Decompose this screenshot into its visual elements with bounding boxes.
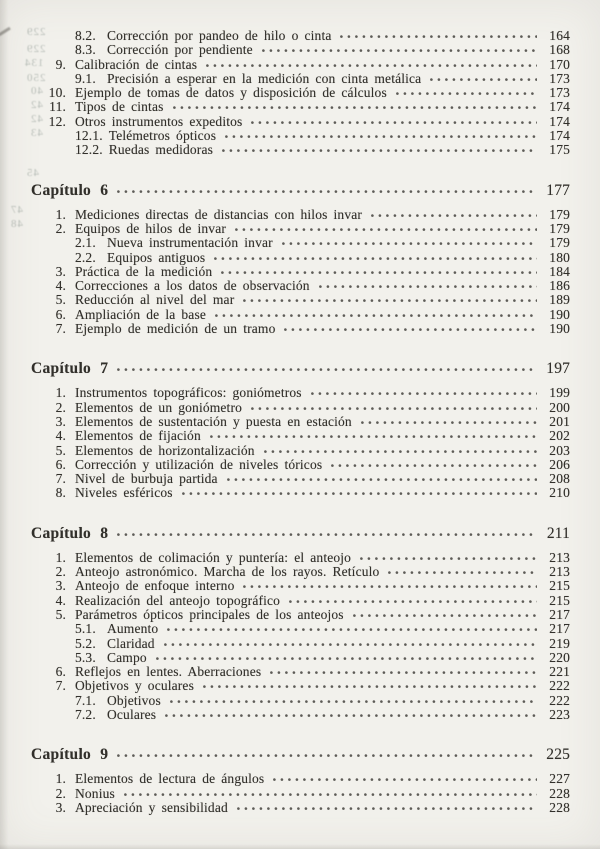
entry-page-number: 179 xyxy=(549,206,570,222)
entry-number: 3. xyxy=(55,413,66,429)
dot-leader xyxy=(289,600,537,605)
entry-number: 9. xyxy=(55,56,66,72)
toc-entry xyxy=(0,251,570,265)
entry-title: Correcciones a los datos de observación xyxy=(75,278,310,294)
entry-title: Instrumentos topográficos: goniómetros xyxy=(75,385,302,401)
dot-leader xyxy=(388,571,537,576)
entry-number: 12.2. xyxy=(75,142,103,158)
chapter-page-number: 177 xyxy=(546,181,570,199)
show-through-number: 42 xyxy=(30,99,43,111)
entry-title: Campo xyxy=(107,649,147,665)
dot-leader xyxy=(167,628,537,633)
chapter-page-number: 211 xyxy=(546,524,570,542)
entry-number: 8.2. xyxy=(75,28,96,43)
dot-leader xyxy=(124,793,537,798)
toc-entry xyxy=(0,401,570,415)
entry-number: 5.3. xyxy=(75,649,96,665)
toc-section xyxy=(0,524,570,723)
toc-entry xyxy=(0,772,570,786)
entry-page-number: 174 xyxy=(549,99,570,115)
toc-entry xyxy=(0,58,570,72)
entry-number: 2. xyxy=(55,564,66,580)
entry-title: Elementos de horizontalización xyxy=(75,442,255,458)
dot-leader xyxy=(353,614,537,619)
entry-title: Anteojo astronómico. Marcha de los rayos. Retículo xyxy=(75,564,380,580)
toc-entry xyxy=(0,458,570,472)
toc-entry xyxy=(0,594,570,608)
entry-number: 11. xyxy=(49,99,66,115)
toc-entry xyxy=(0,415,570,429)
entry-page-number: 168 xyxy=(549,42,570,58)
chapter-heading-label: Capítulo 7 xyxy=(31,360,109,378)
toc-entry xyxy=(0,694,570,708)
entry-page-number: 217 xyxy=(549,606,570,622)
entry-title: Elementos de un goniómetro xyxy=(75,399,242,415)
entry-number: 5.2. xyxy=(75,635,96,651)
toc-entry xyxy=(0,265,570,279)
entry-number: 5. xyxy=(55,606,66,622)
dot-leader xyxy=(215,314,537,319)
entry-page-number: 213 xyxy=(549,564,570,580)
scan-edge-shadow-bottom xyxy=(0,844,600,849)
chapter-heading-label: Capítulo 6 xyxy=(31,181,109,199)
dot-leader xyxy=(227,478,537,483)
toc-entry xyxy=(0,472,570,486)
toc-entry xyxy=(0,608,570,622)
entry-title: Nueva instrumentación invar xyxy=(107,235,273,251)
entry-number: 2. xyxy=(55,399,66,415)
entry-title: Nivel de burbuja partida xyxy=(75,471,218,487)
entry-page-number: 179 xyxy=(549,235,570,251)
entry-page-number: 213 xyxy=(549,549,570,565)
dot-leader xyxy=(311,392,537,397)
entry-title: Precisión a esperar en la medición con cinta metálica xyxy=(107,70,422,86)
toc-entry xyxy=(0,26,570,43)
entry-page-number: 174 xyxy=(549,128,570,144)
show-through-number: 250 xyxy=(26,72,46,84)
entry-page-number: 215 xyxy=(549,578,570,594)
entry-title: Corrección por pendiente xyxy=(107,42,253,58)
entry-number: 6. xyxy=(55,456,66,472)
entry-title: Parámetros ópticos principales de los anteojos xyxy=(75,606,344,622)
show-through-number: 48 xyxy=(10,218,23,230)
entry-title: Aumento xyxy=(107,621,159,637)
dot-leader xyxy=(243,585,537,590)
dot-leader xyxy=(156,657,537,662)
entry-page-number: 227 xyxy=(549,771,570,787)
toc-entry xyxy=(0,637,570,651)
toc-section xyxy=(0,359,570,500)
toc-entry xyxy=(0,579,570,593)
entry-number: 2. xyxy=(55,785,66,801)
toc-entry xyxy=(0,551,570,565)
toc-entry xyxy=(0,622,570,636)
entry-title: Elementos de sustentación y puesta en estación xyxy=(75,413,352,429)
show-through-number: 40 xyxy=(30,85,43,97)
dot-leader xyxy=(273,778,537,783)
toc-entry xyxy=(0,236,570,250)
dot-leader xyxy=(360,557,537,562)
dot-leader xyxy=(117,754,537,759)
toc-entry xyxy=(0,129,570,143)
dot-leader xyxy=(262,49,537,54)
toc-entry xyxy=(0,651,570,665)
dot-leader xyxy=(251,121,537,126)
entry-number: 2. xyxy=(55,220,66,236)
dot-leader xyxy=(361,421,537,426)
toc-entry xyxy=(0,208,570,222)
entry-title: Ejemplo de medición de un tramo xyxy=(75,321,276,337)
dot-leader xyxy=(235,228,537,233)
toc-entry xyxy=(0,801,570,815)
entry-number: 7. xyxy=(55,678,66,694)
chapter-page-number: 225 xyxy=(546,746,570,764)
toc-entry xyxy=(0,143,570,157)
toc-entry xyxy=(0,100,570,114)
entry-page-number: 189 xyxy=(549,292,570,308)
entry-number: 1. xyxy=(55,206,66,222)
toc-entry xyxy=(0,86,570,100)
entry-page-number: 173 xyxy=(549,85,570,101)
dot-leader xyxy=(117,368,537,373)
entry-page-number: 173 xyxy=(549,70,570,86)
toc-entry xyxy=(0,72,570,86)
entry-number: 7. xyxy=(55,321,66,337)
show-through-number: 47 xyxy=(10,204,23,216)
entry-page-number: 201 xyxy=(549,413,570,429)
entry-number: 3. xyxy=(55,578,66,594)
entry-number: 5. xyxy=(55,292,66,308)
entry-page-number: 222 xyxy=(549,692,570,708)
toc-entry xyxy=(0,486,570,500)
entry-number: 7. xyxy=(55,471,66,487)
dot-leader xyxy=(284,328,537,333)
chapter-heading-row xyxy=(0,745,570,764)
dot-leader xyxy=(206,64,537,69)
entry-number: 6. xyxy=(55,306,66,322)
dot-leader xyxy=(170,700,537,705)
entry-page-number: 228 xyxy=(549,785,570,801)
entry-title: Nonius xyxy=(75,785,115,801)
entry-title: Telémetros ópticos xyxy=(108,128,217,144)
toc-entry xyxy=(0,679,570,693)
entry-title: Ampliación de la base xyxy=(75,306,206,322)
entry-number: 1. xyxy=(55,771,66,787)
entry-title: Equipos de hilos de invar xyxy=(75,220,226,236)
entry-number: 4. xyxy=(55,278,66,294)
entry-number: 6. xyxy=(55,664,66,680)
entry-page-number: 170 xyxy=(549,56,570,72)
entry-number: 8. xyxy=(55,485,66,501)
toc-section xyxy=(0,181,570,337)
show-through-number: 42 xyxy=(30,113,43,125)
dot-leader xyxy=(210,435,537,440)
dot-leader xyxy=(203,685,537,690)
toc-section xyxy=(0,745,570,815)
entry-number: 2.1. xyxy=(75,235,96,251)
toc-entry xyxy=(0,665,570,679)
entry-page-number: 164 xyxy=(549,28,570,43)
entry-page-number: 222 xyxy=(549,678,570,694)
entry-title: Elementos de fijación xyxy=(75,428,201,444)
entry-title: Corrección y utilización de niveles tóricos xyxy=(75,456,323,472)
toc-entry xyxy=(0,787,570,801)
dot-leader xyxy=(117,190,537,195)
toc-entry xyxy=(0,708,570,722)
dot-leader xyxy=(270,671,537,676)
chapter-heading-row xyxy=(0,359,570,378)
entry-title: Reducción al nivel del mar xyxy=(75,292,235,308)
toc-entry xyxy=(0,279,570,293)
dot-leader xyxy=(164,643,537,648)
entry-page-number: 186 xyxy=(549,278,570,294)
dot-leader xyxy=(117,533,537,538)
entry-number: 4. xyxy=(55,592,66,608)
entry-page-number: 220 xyxy=(549,649,570,665)
entry-page-number: 203 xyxy=(549,442,570,458)
toc-section xyxy=(0,26,570,158)
entry-number: 3. xyxy=(55,799,66,815)
entry-title: Apreciación y sensibilidad xyxy=(75,799,228,815)
toc-entry xyxy=(0,293,570,307)
entry-page-number: 208 xyxy=(549,471,570,487)
entry-page-number: 219 xyxy=(549,635,570,651)
entry-title: Tipos de cintas xyxy=(75,99,164,115)
dot-leader xyxy=(222,149,537,154)
entry-number: 5. xyxy=(55,442,66,458)
entry-number: 8.3. xyxy=(75,42,96,58)
chapter-heading-row xyxy=(0,181,570,200)
entry-number: 2.2. xyxy=(75,249,96,265)
dot-leader xyxy=(331,464,537,469)
entry-page-number: 210 xyxy=(549,485,570,501)
entry-title: Anteojo de enfoque interno xyxy=(75,578,235,594)
entry-number: 7.2. xyxy=(75,706,96,722)
dot-leader xyxy=(243,299,537,304)
entry-title: Claridad xyxy=(107,635,155,651)
toc-entry xyxy=(0,222,570,236)
dot-leader xyxy=(173,106,537,111)
entry-page-number: 174 xyxy=(549,113,570,129)
entry-page-number: 180 xyxy=(549,249,570,265)
entry-number: 3. xyxy=(55,263,66,279)
dot-leader xyxy=(282,242,537,247)
dot-leader xyxy=(251,407,537,412)
entry-page-number: 228 xyxy=(549,799,570,815)
entry-page-number: 217 xyxy=(549,621,570,637)
toc-entry xyxy=(0,43,570,57)
show-through-number: 229 xyxy=(26,26,46,38)
entry-page-number: 221 xyxy=(549,664,570,680)
toc-entry xyxy=(0,565,570,579)
show-through-number: 45 xyxy=(26,167,39,179)
show-through-number: 43 xyxy=(30,127,43,139)
dot-leader xyxy=(319,285,537,290)
dot-leader xyxy=(340,35,537,40)
entry-number: 4. xyxy=(55,428,66,444)
chapter-heading-label: Capítulo 8 xyxy=(31,524,109,542)
entry-title: Reflejos en lentes. Aberraciones xyxy=(75,664,262,680)
toc-entry xyxy=(0,322,570,336)
dot-leader xyxy=(165,714,537,719)
entry-page-number: 179 xyxy=(549,220,570,236)
show-through-number: 229 xyxy=(26,43,46,55)
toc-entry xyxy=(0,429,570,443)
entry-title: Elementos de lectura de ángulos xyxy=(75,771,265,787)
toc-entry xyxy=(0,386,570,400)
toc-entry xyxy=(0,115,570,129)
entry-number: 5.1. xyxy=(75,621,96,637)
dot-leader xyxy=(214,257,537,262)
chapter-heading-row xyxy=(0,524,570,543)
entry-page-number: 215 xyxy=(549,592,570,608)
dot-leader xyxy=(182,492,537,497)
chapter-page-number: 197 xyxy=(546,360,570,378)
entry-title: Realización del anteojo topográfico xyxy=(75,592,281,608)
entry-page-number: 206 xyxy=(549,456,570,472)
entry-title: Objetivos xyxy=(107,692,161,708)
dot-leader xyxy=(221,271,537,276)
chapter-heading-label: Capítulo 9 xyxy=(31,746,109,764)
entry-number: 10. xyxy=(48,85,66,101)
entry-page-number: 202 xyxy=(549,428,570,444)
entry-title: Equipos antiguos xyxy=(107,249,206,265)
toc-entry xyxy=(0,444,570,458)
entry-title: Corrección por pandeo de hilo o cinta xyxy=(107,28,332,43)
entry-page-number: 190 xyxy=(549,321,570,337)
entry-number: 1. xyxy=(55,549,66,565)
entry-title: Niveles esféricos xyxy=(75,485,173,501)
dot-leader xyxy=(430,78,537,83)
entry-title: Calibración de cintas xyxy=(75,56,198,72)
toc-entry xyxy=(0,308,570,322)
entry-page-number: 223 xyxy=(549,706,570,722)
entry-title: Práctica de la medición xyxy=(75,263,213,279)
entry-title: Mediciones directas de distancias con hilos invar xyxy=(75,206,363,222)
dot-leader xyxy=(264,450,537,455)
entry-page-number: 175 xyxy=(549,142,570,158)
entry-page-number: 184 xyxy=(549,263,570,279)
entry-title: Elementos de colimación y puntería: el anteojo xyxy=(75,549,352,565)
dot-leader xyxy=(371,214,537,219)
entry-title: Ejemplo de tomas de datos y disposición de cálculos xyxy=(75,85,387,101)
entry-number: 12.1. xyxy=(75,128,103,144)
entry-title: Otros instrumentos expeditos xyxy=(75,113,243,129)
entry-number: 7.1. xyxy=(75,692,96,708)
dot-leader xyxy=(396,92,537,97)
entry-title: Ruedas medidoras xyxy=(108,142,214,158)
entry-number: 9.1. xyxy=(75,70,96,86)
show-through-number: 134 xyxy=(24,57,44,69)
entry-number: 12. xyxy=(48,113,66,129)
entry-title: Objetivos y oculares xyxy=(75,678,194,694)
entry-page-number: 190 xyxy=(549,306,570,322)
dot-leader xyxy=(237,807,537,812)
entry-title: Oculares xyxy=(107,706,157,722)
entry-page-number: 199 xyxy=(549,385,570,401)
dot-leader xyxy=(225,135,537,140)
entry-page-number: 200 xyxy=(549,399,570,415)
entry-number: 1. xyxy=(55,385,66,401)
